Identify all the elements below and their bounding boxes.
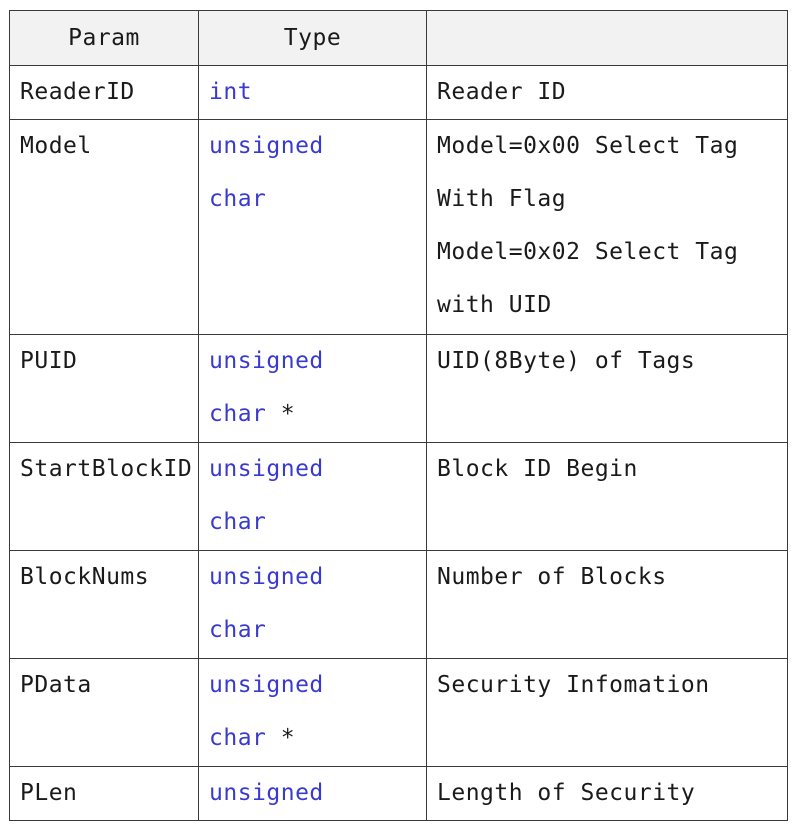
type-line: char [209,401,267,427]
param-cell: Model [10,120,199,335]
type-cell [199,659,427,767]
type-cell [199,66,427,120]
type-line: unsigned [209,672,324,698]
description-cell [427,335,788,443]
type-line: unsigned [209,348,324,374]
type-line: char [209,617,267,643]
description-line: UID(8Byte) of Tags [437,348,696,374]
description-line: Reader ID [437,79,567,105]
type-cell [199,120,427,335]
type-line-with-pointer [209,712,416,765]
table-row [10,767,788,821]
description-line: Model=0x00 Select Tag [437,133,739,159]
type-cell [199,443,427,551]
param-cell: BlockNums [10,551,199,659]
description-cell [427,443,788,551]
header-type: Type [199,11,427,66]
description-line: with UID [437,292,552,318]
param-cell: PUID [10,335,199,443]
description-line: Model=0x02 Select Tag [437,239,739,265]
table-row [10,120,788,335]
table-row [10,443,788,551]
description-cell [427,551,788,659]
description-cell [427,767,788,821]
type-line: unsigned [209,564,324,590]
type-line: unsigned [209,456,324,482]
param-cell: StartBlockID [10,443,199,551]
description-line: Security Infomation [437,672,710,698]
pointer-star: * [280,725,296,751]
type-cell [199,335,427,443]
parameter-table [9,10,788,821]
type-line: unsigned [209,133,324,159]
type-line-with-pointer [209,388,416,441]
description-cell [427,66,788,120]
param-cell: PLen [10,767,199,821]
description-line: With Flag [437,186,567,212]
type-line: char [209,509,267,535]
description-cell [427,120,788,335]
header-param: Param [10,11,199,66]
table-row [10,66,788,120]
description-line: Block ID Begin [437,456,638,482]
table-row [10,659,788,767]
pointer-star: * [280,401,296,427]
description-cell [427,659,788,767]
table-row [10,335,788,443]
type-cell [199,551,427,659]
header-description [427,11,788,66]
type-line: char [209,725,267,751]
type-cell [199,767,427,821]
param-cell: PData [10,659,199,767]
table-header-row [10,11,788,66]
type-line: char [209,186,267,212]
description-line: Length of Security [437,780,696,806]
param-cell: ReaderID [10,66,199,120]
description-line: Number of Blocks [437,564,667,590]
type-line: unsigned [209,780,324,806]
table-row [10,551,788,659]
type-line: int [209,79,253,105]
